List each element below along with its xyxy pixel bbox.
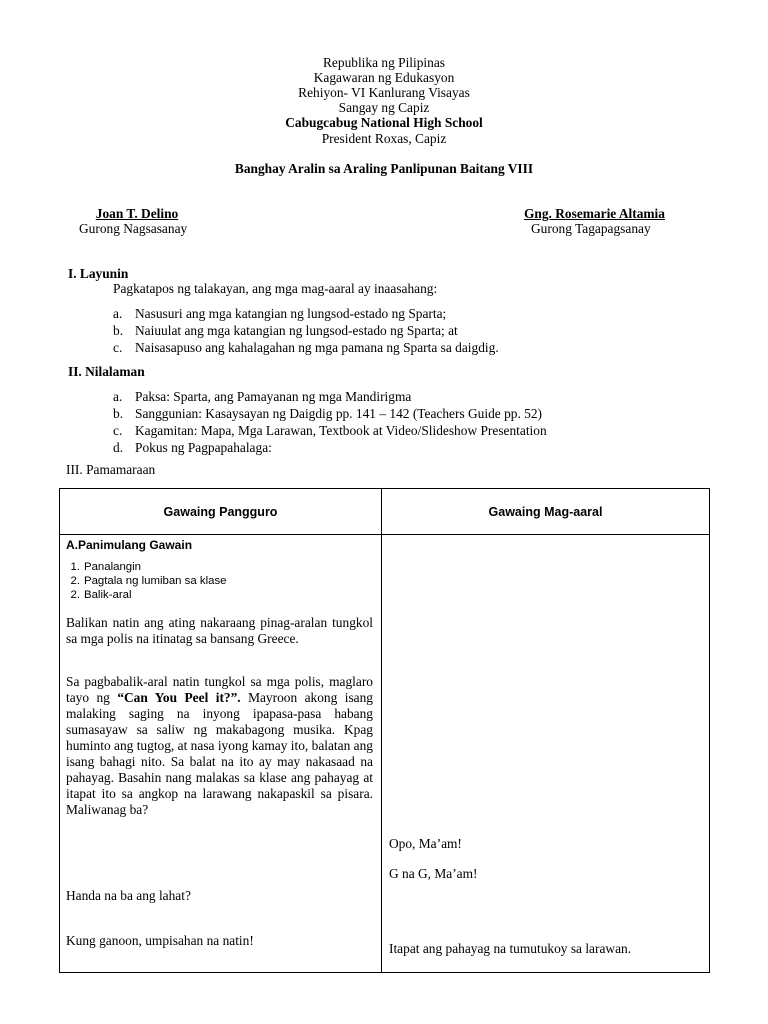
list-marker: 1.: [70, 561, 80, 573]
list-text: Balik-aral: [84, 589, 132, 601]
list-item: [66, 588, 226, 602]
header-region: Rehiyon- VI Kanlurang Visayas: [298, 85, 470, 100]
list-text: Panalangin: [84, 561, 142, 573]
student-activity-cell: [382, 535, 710, 973]
panimulang-gawain-title: A.Panimulang Gawain: [66, 538, 193, 552]
review-paragraph: Balikan natin ang ating nakaraang pinag-aralan tungkol sa mga polis na itinatag sa bansang Greece.: [66, 615, 373, 646]
header-department: Kagawaran ng Edukasyon: [313, 70, 455, 85]
list-text: Paksa: Sparta, ang Pamayanan ng mga Mandirigma: [135, 389, 412, 404]
game-instructions-body: Mayroon akong isang malaking saging na inyong ipapasa-pasa habang sumasayaw sa saliw ng makabagong musika. Kpag huminto ang tugtog, at nasa iyong kamay ito, balatan ang isang bahagi nito. Sa balat na ito ay may nakasaad na pahayag. Basahin nang malakas sa klase ang pahayag at itapat ito sa angkop na larawang nakapaskil sa pisara. Maliwanag ba?: [66, 690, 374, 817]
list-item: [113, 439, 547, 456]
header-republic: Republika ng Pilipinas: [323, 55, 445, 70]
list-marker: d.: [113, 440, 124, 455]
teacher-activity-header: Gawaing Pangguro: [60, 489, 382, 535]
preliminary-activities-list: [66, 560, 226, 602]
student-response-opo: Opo, Ma’am!: [389, 836, 462, 851]
list-marker: b.: [113, 323, 124, 338]
teacher-role: Gurong Nagsasanay: [79, 221, 188, 236]
list-marker: c.: [113, 340, 123, 355]
list-marker: b.: [113, 406, 124, 421]
list-text: Pagtala ng lumiban sa klase: [84, 575, 227, 587]
list-item: [113, 422, 547, 439]
list-text: Kagamitan: Mapa, Mga Larawan, Textbook at Video/Slideshow Presentation: [135, 423, 547, 438]
list-marker: a.: [113, 389, 123, 404]
list-marker: 2.: [70, 589, 80, 601]
objectives-list: [113, 305, 499, 356]
teacher-start-line: Kung ganoon, umpisahan na natin!: [66, 933, 254, 948]
list-text: Naisasapuso ang kahalagahan ng mga pamana ng Sparta sa daigdig.: [135, 340, 499, 355]
student-response-gnag: G na G, Ma’am!: [389, 866, 478, 881]
list-item: [113, 388, 547, 405]
list-text: Sanggunian: Kasaysayan ng Daigdig pp. 141 – 142 (Teachers Guide pp. 52): [135, 406, 543, 421]
section-layunin-title: I. Layunin: [68, 266, 129, 281]
list-text: Naiuulat ang mga katangian ng lungsod-estado ng Sparta; at: [135, 323, 458, 338]
student-response-itapat: Itapat ang pahayag na tumutukoy sa larawan.: [389, 941, 632, 956]
list-item: [113, 339, 499, 356]
section-nilalaman-title: II. Nilalaman: [68, 364, 145, 379]
student-activity-header: Gawaing Mag-aaral: [382, 489, 710, 535]
supervisor-name: Gng. Rosemarie Altamia: [524, 206, 665, 221]
list-item: [113, 322, 499, 339]
header-division: Sangay ng Capiz: [338, 100, 430, 115]
section-layunin-intro: Pagkatapos ng talakayan, ang mga mag-aaral ay inaasahang:: [113, 281, 438, 296]
header-school: Cabugcabug National High School: [285, 115, 483, 130]
game-instructions-paragraph: [66, 674, 373, 818]
section-pamamaraan-title: III. Pamamaraan: [66, 462, 156, 477]
list-marker: c.: [113, 423, 123, 438]
list-item: [113, 305, 499, 322]
content-list: [113, 388, 547, 456]
teacher-name: Joan T. Delino: [95, 206, 179, 221]
teacher-question-ready: Handa na ba ang lahat?: [66, 888, 191, 903]
list-text: Pokus ng Pagpapahalaga:: [135, 440, 272, 455]
list-text: Nasusuri ang mga katangian ng lungsod-estado ng Sparta;: [135, 306, 447, 321]
header-address: President Roxas, Capiz: [321, 131, 447, 146]
document-title: Banghay Aralin sa Araling Panlipunan Baitang VIII: [234, 161, 534, 176]
list-item: [113, 405, 547, 422]
list-item: [66, 560, 226, 574]
list-marker: 2.: [70, 575, 80, 587]
list-item: [66, 574, 226, 588]
game-name: “Can You Peel it?”.: [117, 690, 241, 705]
list-marker: a.: [113, 306, 123, 321]
procedure-table: [59, 488, 710, 973]
game-instructions-intro: Sa pagbabalik-aral natin tungkol sa mga polis, maglaro tayo ng: [66, 674, 373, 705]
supervisor-role: Gurong Tagapagsanay: [531, 221, 651, 236]
teacher-activity-cell: [60, 535, 382, 973]
